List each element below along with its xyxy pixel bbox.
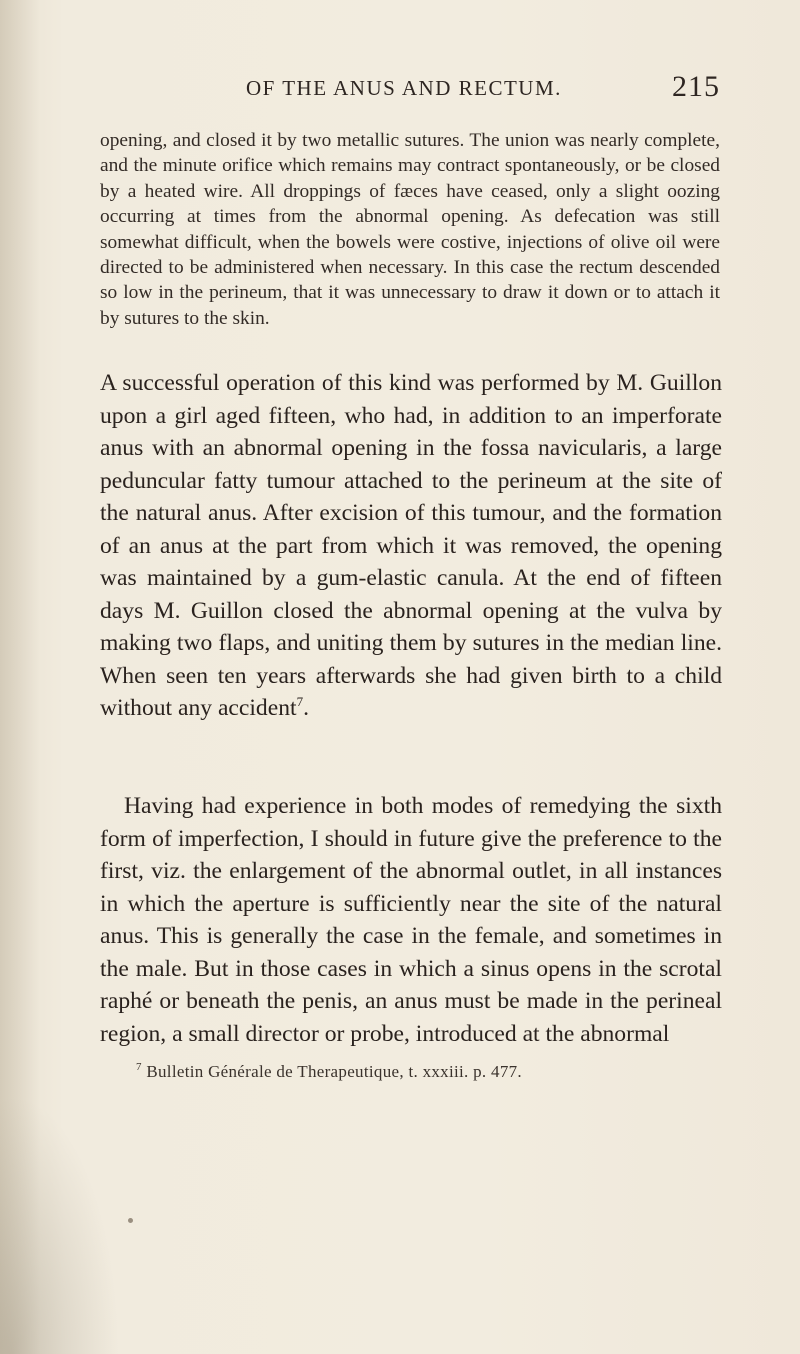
paragraph-guillon-case — [100, 367, 722, 725]
footnote-marker: 7 — [136, 1061, 142, 1073]
footnote-text: Bulletin Générale de Therapeutique, t. xxxiii. p. 477. — [141, 1062, 522, 1081]
footnote — [136, 1062, 736, 1082]
running-title: OF THE ANUS AND RECTUM. — [246, 76, 562, 100]
page-header — [100, 70, 720, 116]
paragraph-text: Having had experience in both modes of remedying the sixth form of imperfection, I should in future give the preference to the first, viz. the enlargement of the abnormal outlet, in all instances in which the aperture is sufficiently near the site of the natural anus. This is generally the case in the female, and sometimes in the male. But in those cases in which a sinus opens in the scrotal raphé or beneath the penis, an anus must be made in the perineal region, a small director or probe, introduced at the abnormal — [100, 793, 722, 1047]
page-stain — [0, 1094, 120, 1354]
paragraph-remedy — [100, 790, 722, 1050]
paragraph-text: opening, and closed it by two metallic sutures. The union was nearly complete, and the minute orifice which remains may contract spontaneously, or be closed by a heated wire. All droppings of fæces have ceased, only a slight oozing occurring at times from the abnormal opening. As defecation was still somewhat difficult, when the bowels were costive, injections of olive oil were directed to be administered when necessary. In this case the rectum descended so low in the perineum, that it was unnecessary to draw it down or to attach it by sutures to the skin. — [100, 130, 720, 329]
paragraph-text: A successful operation of this kind was performed by M. Guillon upon a girl aged fifteen, who had, in addition to an imperforate anus with an abnormal opening in the fossa navicularis, a large peduncular fatty tumour attached to the perineum at the site of the natural anus. After excision of this tumour, and the formation of an anus at the part from which it was removed, the opening was maintained by a gum-elastic canula. At the end of fifteen days M. Guillon closed the abnormal opening at the vulva by making two flaps, and uniting them by sutures in the median line. When seen ten years afterwards she had given birth to a child without any accident — [100, 370, 722, 721]
page-number: 215 — [672, 70, 720, 103]
paper-speck — [128, 1218, 133, 1223]
footnote-reference: 7 — [296, 694, 304, 709]
paragraph-end: . — [303, 695, 309, 721]
paragraph-small-print — [100, 128, 720, 331]
